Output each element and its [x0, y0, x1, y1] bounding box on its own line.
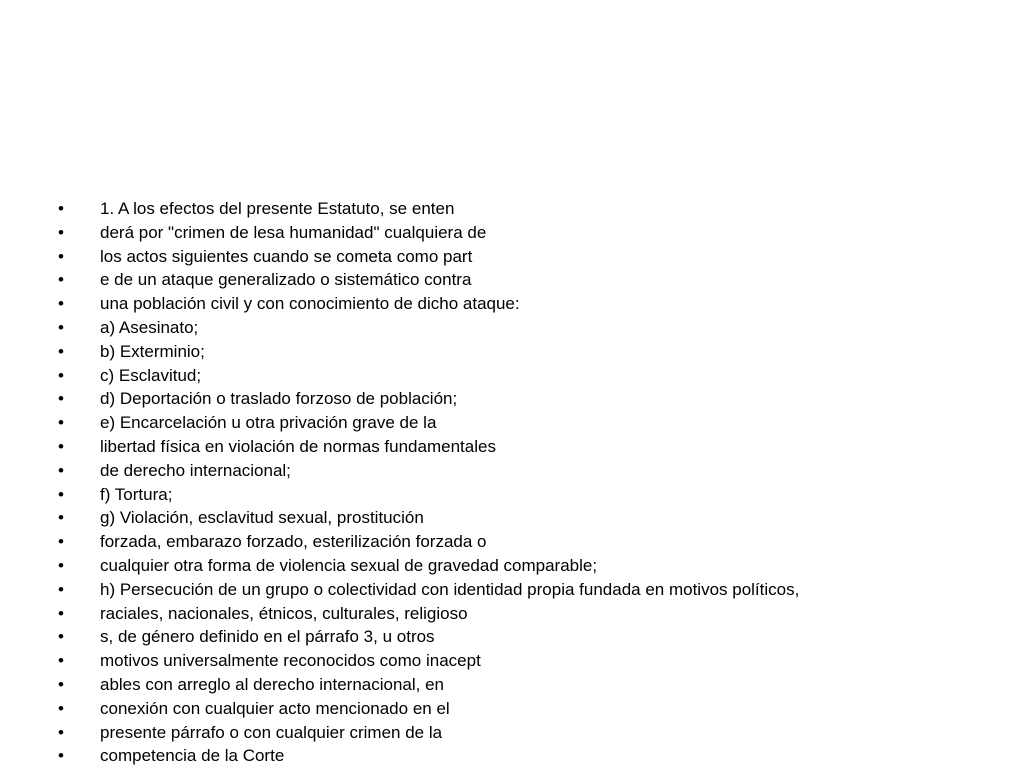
list-item	[58, 221, 998, 245]
list-item	[58, 649, 998, 673]
list-item-text: conexión con cualquier acto mencionado en el	[100, 698, 450, 718]
list-item-text: c) Esclavitud;	[100, 365, 202, 385]
list-item-text: competencia de la Corte	[100, 746, 285, 766]
bullet-icon: •	[58, 627, 64, 647]
list-item-text: los actos siguientes cuando se cometa como part	[100, 246, 473, 266]
bullet-icon: •	[58, 365, 64, 385]
list-item-text: de derecho internacional;	[100, 460, 291, 480]
bullet-icon: •	[58, 246, 64, 266]
list-item	[58, 506, 998, 530]
list-item	[58, 459, 998, 483]
bullet-icon: •	[58, 341, 64, 361]
list-item-text: motivos universalmente reconocidos como inacept	[100, 651, 481, 671]
bullet-icon: •	[58, 555, 64, 575]
list-item-text: derá por "crimen de lesa humanidad" cualquiera de	[100, 222, 487, 242]
list-item	[58, 292, 998, 316]
bullet-icon: •	[58, 746, 64, 766]
list-item-text: a) Asesinato;	[100, 317, 199, 337]
list-item-text: d) Deportación o traslado forzoso de población;	[100, 389, 458, 409]
list-item-text: presente párrafo o con cualquier crimen de la	[100, 722, 443, 742]
bullet-icon: •	[58, 508, 64, 528]
list-item-text: cualquier otra forma de violencia sexual de gravedad comparable;	[100, 555, 598, 575]
bullet-icon: •	[58, 317, 64, 337]
list-item	[58, 340, 998, 364]
list-item	[58, 387, 998, 411]
bullet-icon: •	[58, 294, 64, 314]
list-item-text: libertad física en violación de normas fundamentales	[100, 436, 496, 456]
list-item	[58, 364, 998, 388]
list-item	[58, 483, 998, 507]
bullet-icon: •	[58, 698, 64, 718]
bullet-icon: •	[58, 579, 64, 599]
list-item	[58, 744, 998, 768]
bullet-icon: •	[58, 532, 64, 552]
bullet-icon: •	[58, 674, 64, 694]
list-item-text: e de un ataque generalizado o sistemático contra	[100, 270, 472, 290]
list-item-text: g) Violación, esclavitud sexual, prostitución	[100, 508, 424, 528]
list-item-text: e) Encarcelación u otra privación grave de la	[100, 413, 437, 433]
list-item-text: ables con arreglo al derecho internacional, en	[100, 674, 445, 694]
list-item-text: forzada, embarazo forzado, esterilización forzada o	[100, 532, 487, 552]
bullet-icon: •	[58, 603, 64, 623]
bullet-icon: •	[58, 436, 64, 456]
bullet-icon: •	[58, 389, 64, 409]
list-item	[58, 578, 998, 602]
list-item	[58, 697, 998, 721]
bullet-icon: •	[58, 722, 64, 742]
bullet-icon: •	[58, 413, 64, 433]
list-item-text: s, de género definido en el párrafo 3, u otros	[100, 627, 435, 647]
list-item	[58, 625, 998, 649]
list-item	[58, 197, 998, 221]
bullet-list	[58, 197, 998, 768]
list-item	[58, 316, 998, 340]
bullet-icon: •	[58, 651, 64, 671]
bullet-icon: •	[58, 270, 64, 290]
list-item-text: h) Persecución de un grupo o colectividad con identidad propia fundada en motivos políticos,	[100, 579, 800, 599]
list-item	[58, 268, 998, 292]
list-item-text: 1. A los efectos del presente Estatuto, se enten	[100, 199, 455, 218]
list-item	[58, 602, 998, 626]
list-item	[58, 530, 998, 554]
list-item	[58, 435, 998, 459]
bullet-icon: •	[58, 222, 64, 242]
list-item	[58, 411, 998, 435]
bullet-icon: •	[58, 199, 64, 218]
bullet-icon: •	[58, 460, 64, 480]
list-item-text: b) Exterminio;	[100, 341, 205, 361]
list-item	[58, 673, 998, 697]
list-item-text: una población civil y con conocimiento de dicho ataque:	[100, 294, 520, 314]
list-item	[58, 245, 998, 269]
list-item-text: f) Tortura;	[100, 484, 173, 504]
list-item	[58, 554, 998, 578]
list-item	[58, 721, 998, 745]
bullet-icon: •	[58, 484, 64, 504]
list-item-text: raciales, nacionales, étnicos, culturales, religioso	[100, 603, 468, 623]
